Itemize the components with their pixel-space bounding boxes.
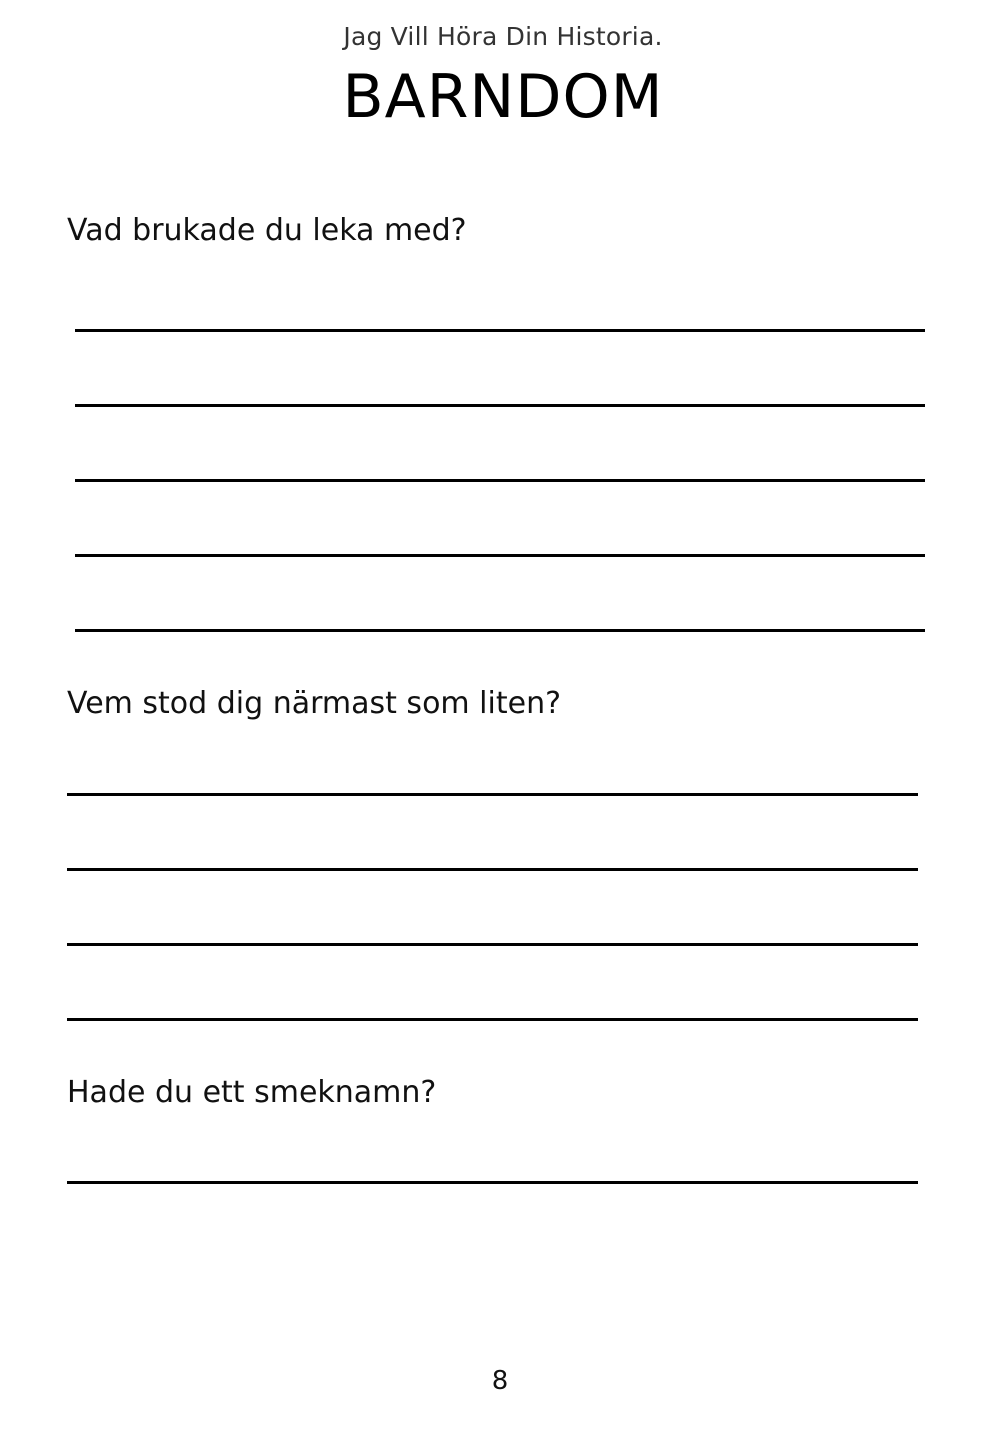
answer-line[interactable]: [67, 1018, 918, 1021]
answer-line[interactable]: [67, 793, 918, 796]
question-2: Vem stod dig närmast som liten?: [67, 686, 562, 721]
book-subtitle: Jag Vill Höra Din Historia.: [343, 22, 663, 51]
answer-line[interactable]: [75, 629, 925, 632]
answer-line[interactable]: [75, 479, 925, 482]
page-number: 8: [491, 1366, 509, 1396]
answer-line[interactable]: [75, 329, 925, 332]
answer-line[interactable]: [67, 943, 918, 946]
answer-line[interactable]: [67, 868, 918, 871]
chapter-title: BARNDOM: [342, 62, 664, 132]
question-3: Hade du ett smeknamn?: [67, 1075, 437, 1110]
answer-line[interactable]: [75, 554, 925, 557]
answer-line[interactable]: [75, 404, 925, 407]
question-1: Vad brukade du leka med?: [67, 213, 467, 248]
answer-line[interactable]: [67, 1181, 918, 1184]
